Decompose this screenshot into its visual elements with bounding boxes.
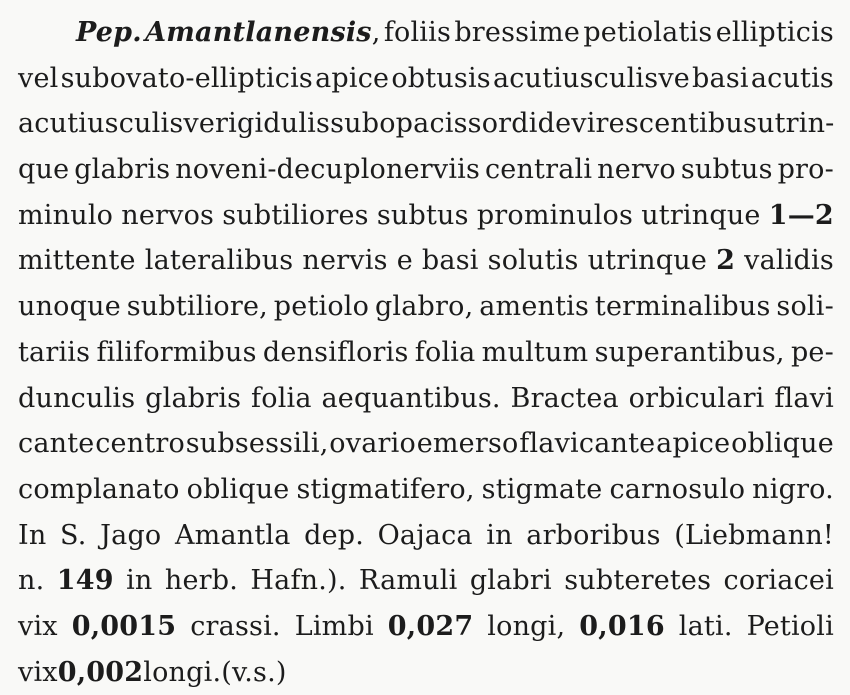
text-word-part: coriacei (723, 565, 834, 597)
text-word-part: nigro. (752, 473, 834, 505)
text-word-part: pro- (777, 154, 834, 186)
text-word-part: obtusis (391, 62, 491, 94)
text-line (18, 421, 834, 467)
text-word (253, 650, 287, 695)
text-word-part: densifloris (262, 336, 409, 368)
text-line (18, 238, 834, 284)
text-word-part: acutiusculisve (18, 108, 216, 140)
text-word (18, 330, 90, 376)
text-word (186, 421, 329, 467)
text-line (18, 101, 834, 147)
text-word (95, 421, 185, 467)
text-word-part: terminalibus (594, 291, 771, 323)
text-word-part: 1—2 (768, 199, 834, 231)
text-word (609, 467, 745, 513)
text-word-part: Amantlanensis (145, 17, 372, 48)
text-word-part: nervo (597, 154, 676, 186)
text-word-part: (Liebmann! (674, 519, 834, 551)
text-word (679, 604, 733, 650)
text-word-part: Ramuli (358, 565, 458, 597)
text-line (18, 193, 834, 239)
text-line (18, 376, 834, 422)
text-word-part: basi (421, 245, 479, 277)
text-word (482, 467, 603, 513)
text-word (251, 376, 312, 422)
text-word (716, 238, 735, 284)
text-word-part: tariis (18, 336, 91, 368)
text-word (583, 10, 712, 56)
text-line (18, 10, 834, 56)
text-word (126, 558, 152, 604)
text-word-part: glabris (74, 154, 171, 186)
text-word-part: crassi. (190, 610, 281, 642)
text-word-part: solutis (487, 245, 579, 277)
text-line (18, 56, 834, 102)
text-word-part: folia (251, 382, 312, 414)
text-word (18, 376, 135, 422)
text-word (485, 147, 592, 193)
text-word-part: amentis (479, 291, 590, 323)
text-word (121, 193, 214, 239)
text-word (375, 284, 473, 330)
text-word (145, 10, 380, 56)
text-word-part: Bractea (510, 382, 619, 414)
text-word-part: 0,027 (387, 610, 474, 642)
text-word (595, 284, 771, 330)
text-word (18, 558, 44, 604)
text-word-part: folia (414, 336, 476, 368)
text-word-part: flavicante (519, 428, 656, 460)
text-word (391, 56, 491, 102)
text-word-part: orbiculari (628, 382, 765, 414)
text-word (100, 513, 161, 559)
text-word (493, 56, 690, 102)
text-word (752, 467, 834, 513)
text-word-part: subsessili, (185, 428, 329, 460)
text-word-part: lateralibus (144, 245, 294, 277)
text-word-part: superantibus, (594, 336, 785, 368)
text-word (175, 513, 291, 559)
text-line (18, 284, 834, 330)
text-word-part: complanato (18, 473, 180, 505)
text-word-part: Amantla (174, 519, 291, 551)
text-word-part: ovario (329, 428, 416, 460)
text-word (127, 284, 268, 330)
text-word-part: subtiliores (222, 199, 369, 231)
text-word (321, 376, 500, 422)
text-word (359, 558, 458, 604)
text-word (757, 101, 835, 147)
text-word (57, 558, 114, 604)
text-word-part: oblique (731, 428, 834, 460)
text-word (597, 147, 676, 193)
text-word-part: Limbi (294, 610, 374, 642)
text-word-part: in (126, 565, 153, 597)
text-line (18, 513, 834, 559)
text-word-part: basi (692, 62, 749, 94)
text-word (329, 421, 416, 467)
text-word (724, 558, 834, 604)
text-word (74, 147, 170, 193)
text-word (297, 467, 475, 513)
text-word (18, 284, 121, 330)
text-word-part: arboribus (526, 519, 661, 551)
text-word (488, 238, 579, 284)
text-word (571, 101, 757, 147)
text-word (397, 238, 413, 284)
text-word-part: 0,0015 (71, 610, 177, 642)
text-word-part: glabro, (374, 291, 474, 323)
text-word (165, 558, 238, 604)
text-word-part: foliis (383, 17, 452, 48)
text-word (304, 513, 364, 559)
text-word (479, 284, 589, 330)
text-word-part: 149 (56, 565, 114, 597)
text-word (526, 513, 660, 559)
text-word (674, 513, 834, 559)
text-word (18, 147, 69, 193)
text-word (579, 604, 665, 650)
text-word (564, 558, 711, 604)
text-line (18, 558, 834, 604)
text-word-part: 2 (716, 245, 736, 277)
text-word (791, 330, 834, 376)
text-line (18, 650, 834, 695)
text-word-part: centrali (484, 154, 593, 186)
text-word (330, 101, 468, 147)
text-word-part: dep. (304, 519, 365, 551)
text-word-part: prominulos (476, 199, 634, 231)
text-word-part: Jago (100, 519, 162, 551)
text-word (18, 238, 136, 284)
text-word-part: stigmate (481, 473, 603, 505)
text-word (18, 56, 58, 102)
text-word (18, 101, 215, 147)
text-word (422, 238, 479, 284)
text-word-part: que (18, 154, 70, 186)
text-word-part: In (18, 519, 47, 551)
text-word-part: pe- (790, 336, 834, 368)
text-word-part: virescentibus (571, 108, 757, 140)
text-word (378, 513, 473, 559)
text-word (96, 330, 256, 376)
text-word-part: n. (18, 565, 45, 597)
text-word-part: oblique (186, 473, 290, 505)
text-word (302, 238, 387, 284)
text-word (18, 513, 46, 559)
text-word (61, 56, 313, 102)
text-word-part: sordide (467, 108, 572, 140)
text-word (417, 421, 519, 467)
text-word (477, 193, 633, 239)
text-word (384, 10, 451, 56)
text-word (18, 604, 58, 650)
text-word-part: Hafn.). (250, 565, 347, 597)
text-word (744, 238, 834, 284)
text-word-part: lati. (678, 610, 733, 642)
text-word (511, 376, 619, 422)
text-word-part: stigmatifero, (296, 473, 475, 505)
text-word-part: carnosulo (609, 473, 746, 505)
text-line (18, 467, 834, 513)
text-word (190, 604, 280, 650)
text-word-part: nervis (302, 245, 388, 277)
text-word-part: utrin- (757, 108, 835, 140)
text-word-part: , (371, 17, 381, 48)
text-word-part: longi, (487, 610, 566, 642)
text-word (187, 467, 290, 513)
text-word-part: unoque (18, 291, 121, 323)
text-word-part: apice (315, 62, 390, 94)
text-word-part: subovato-ellipticis (60, 62, 313, 94)
text-word (221, 650, 253, 695)
text-word (175, 147, 480, 193)
text-word-part: herb. (164, 565, 239, 597)
text-word-part: filiformibus (96, 336, 257, 368)
text-word-part: subopacis (330, 108, 468, 140)
text-word (250, 558, 346, 604)
text-word-part: utrinque (641, 199, 761, 231)
text-line (18, 147, 834, 193)
text-word-part: nervos (121, 199, 215, 231)
text-word (215, 101, 330, 147)
text-word (716, 10, 834, 56)
text-word (776, 284, 834, 330)
text-word (519, 421, 655, 467)
text-word (486, 513, 512, 559)
text-word-part: petiolo (273, 291, 370, 323)
text-word (388, 604, 474, 650)
text-word (72, 604, 177, 650)
text-word (145, 376, 241, 422)
text-word-part: s.) (253, 656, 287, 688)
text-word (681, 147, 773, 193)
text-word-part: e (396, 245, 413, 277)
text-word (731, 421, 834, 467)
text-word-part: vix (18, 610, 58, 642)
text-word (470, 558, 552, 604)
text-word (774, 376, 834, 422)
text-word-part: validis (744, 245, 834, 277)
text-word (778, 147, 834, 193)
text-word (454, 10, 580, 56)
text-word (295, 604, 374, 650)
text-word (487, 604, 565, 650)
text-word (751, 56, 834, 102)
text-word (60, 513, 87, 559)
text-word-part: 0,016 (579, 610, 665, 642)
text-word-part: bressime (454, 17, 581, 48)
text-word (263, 330, 409, 376)
text-word (18, 193, 113, 239)
text-word (692, 56, 749, 102)
text-word-part: 0,002 (57, 656, 144, 688)
text-word-part: glabris (145, 382, 242, 414)
text-word (18, 421, 94, 467)
text-word-part: apice (656, 428, 731, 460)
text-word-part: utrinque (587, 245, 708, 277)
text-word-part: subteretes (564, 565, 712, 597)
text-word (274, 284, 369, 330)
text-word-part: petiolatis (583, 17, 713, 48)
text-word-part: Pep. (76, 17, 142, 48)
text-word (769, 193, 834, 239)
text-word-part: flavi (774, 382, 834, 414)
text-word-part: vix (18, 656, 58, 688)
text-word (143, 650, 221, 695)
text-word (315, 56, 389, 102)
text-word-part: (v. (221, 656, 254, 688)
text-word-part: acutis (750, 62, 834, 94)
text-word (18, 467, 180, 513)
text-word-part: Oajaca (377, 519, 473, 551)
text-word-part: ellipticis (715, 17, 834, 48)
text-word-part: dunculis (18, 382, 136, 414)
text-word-part: S. (60, 519, 87, 551)
text-word (641, 193, 760, 239)
text-word (145, 238, 294, 284)
text-word-part: noveni-decuplonerviis (175, 154, 481, 186)
text-word (747, 604, 834, 650)
text-word (76, 10, 142, 56)
text-word (222, 193, 368, 239)
text-word (415, 330, 476, 376)
text-word-part: minulo (18, 199, 114, 231)
text-word-part: aequantibus. (321, 382, 501, 414)
text-word-part: rigidulis (215, 108, 331, 140)
text-word-part: mittente (18, 245, 136, 277)
text-word-part: emerso (416, 428, 519, 460)
text-word-part: subtus (376, 199, 469, 231)
text-word-part: soli- (776, 291, 834, 323)
text-word-part: multum (481, 336, 589, 368)
text-word-part: subtiliore, (126, 291, 268, 323)
text-word (377, 193, 469, 239)
text-word-part: Petioli (746, 610, 834, 642)
text-word-part: subtus (680, 154, 773, 186)
text-word-part: vel (18, 62, 59, 94)
text-word (588, 238, 707, 284)
text-word (18, 650, 58, 695)
text-word-part: in (486, 519, 513, 551)
text-word-part: centro (95, 428, 185, 460)
text-word-part: acutiusculisve (492, 62, 690, 94)
text-word (58, 650, 144, 695)
text-word-part: cante (18, 428, 95, 460)
text-word (629, 376, 765, 422)
text-word-part: glabri (469, 565, 552, 597)
text-line (18, 604, 834, 650)
text-word (656, 421, 730, 467)
text-line (18, 330, 834, 376)
text-word (595, 330, 785, 376)
text-word-part: longi. (143, 656, 222, 688)
text-word (482, 330, 589, 376)
text-word (468, 101, 572, 147)
